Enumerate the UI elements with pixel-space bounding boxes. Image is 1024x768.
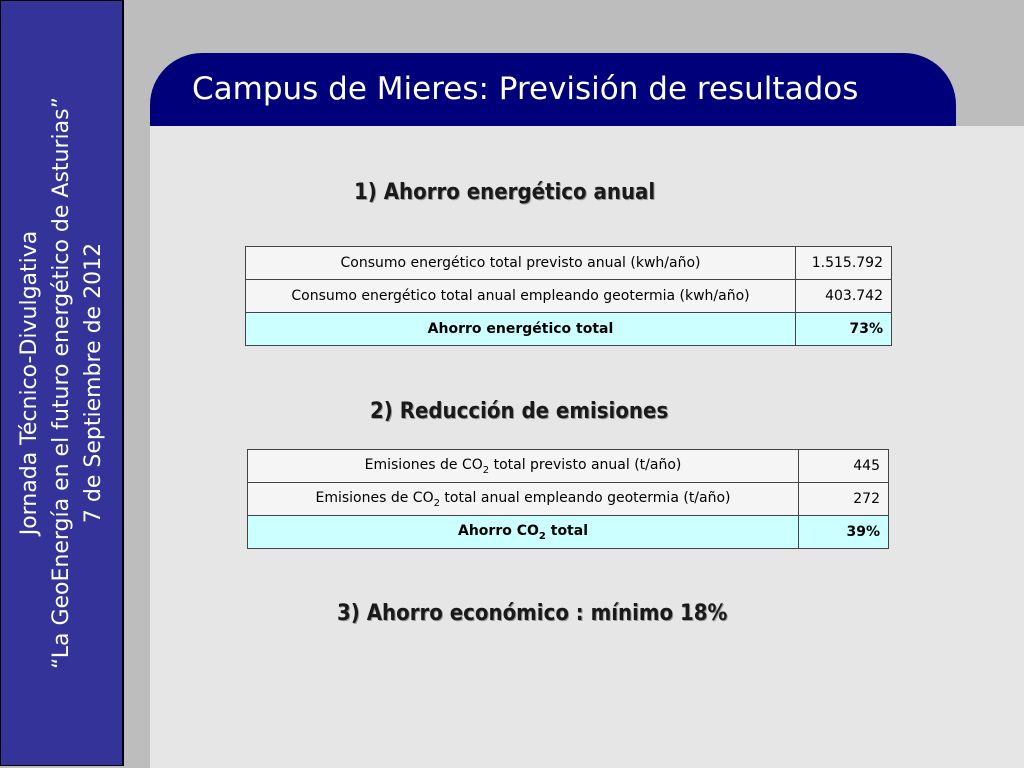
table-row <box>246 280 892 313</box>
slide-content-area <box>150 126 1024 768</box>
table-row <box>248 450 889 483</box>
row-label: Emisiones de $CO_2$ total anual empleando geotermia (t/año) <box>248 483 799 516</box>
section3-heading: 3) Ahorro económico : mínimo 18% <box>337 601 728 626</box>
row-value: 403.742 <box>796 280 892 313</box>
row-value: 39% <box>799 516 889 549</box>
event-name: Jornada Técnico-Divulgativa <box>16 230 42 536</box>
table-row <box>246 247 892 280</box>
table-row-total <box>248 516 889 549</box>
section1-heading: 1) Ahorro energético anual <box>354 180 656 205</box>
sidebar-banner <box>0 0 124 766</box>
slide-title: Campus de Mieres: Previsión de resultados <box>192 71 859 107</box>
event-date: 7 de Septiembre de 2012 <box>80 242 106 524</box>
row-label: Emisiones de $CO_2$ total previsto anual (t/año) <box>248 450 799 483</box>
row-value: 1.515.792 <box>796 247 892 280</box>
section2-heading: 2) Reducción de emisiones <box>370 399 669 424</box>
table-row <box>248 483 889 516</box>
event-subtitle: “La GeoEnergía en el futuro energético de Asturias” <box>48 97 74 669</box>
energy-savings-table <box>245 246 892 346</box>
row-label: Consumo energético total anual empleando geotermia (kwh/año) <box>246 280 796 313</box>
emissions-table <box>247 449 889 549</box>
row-label: Ahorro energético total <box>246 313 796 346</box>
row-value: 445 <box>799 450 889 483</box>
event-info <box>14 43 110 723</box>
row-label: Consumo energético total previsto anual (kwh/año) <box>246 247 796 280</box>
row-value: 272 <box>799 483 889 516</box>
row-label: Ahorro $CO_2$ total <box>248 516 799 549</box>
table-row-total <box>246 313 892 346</box>
title-bar <box>150 53 956 126</box>
row-value: 73% <box>796 313 892 346</box>
